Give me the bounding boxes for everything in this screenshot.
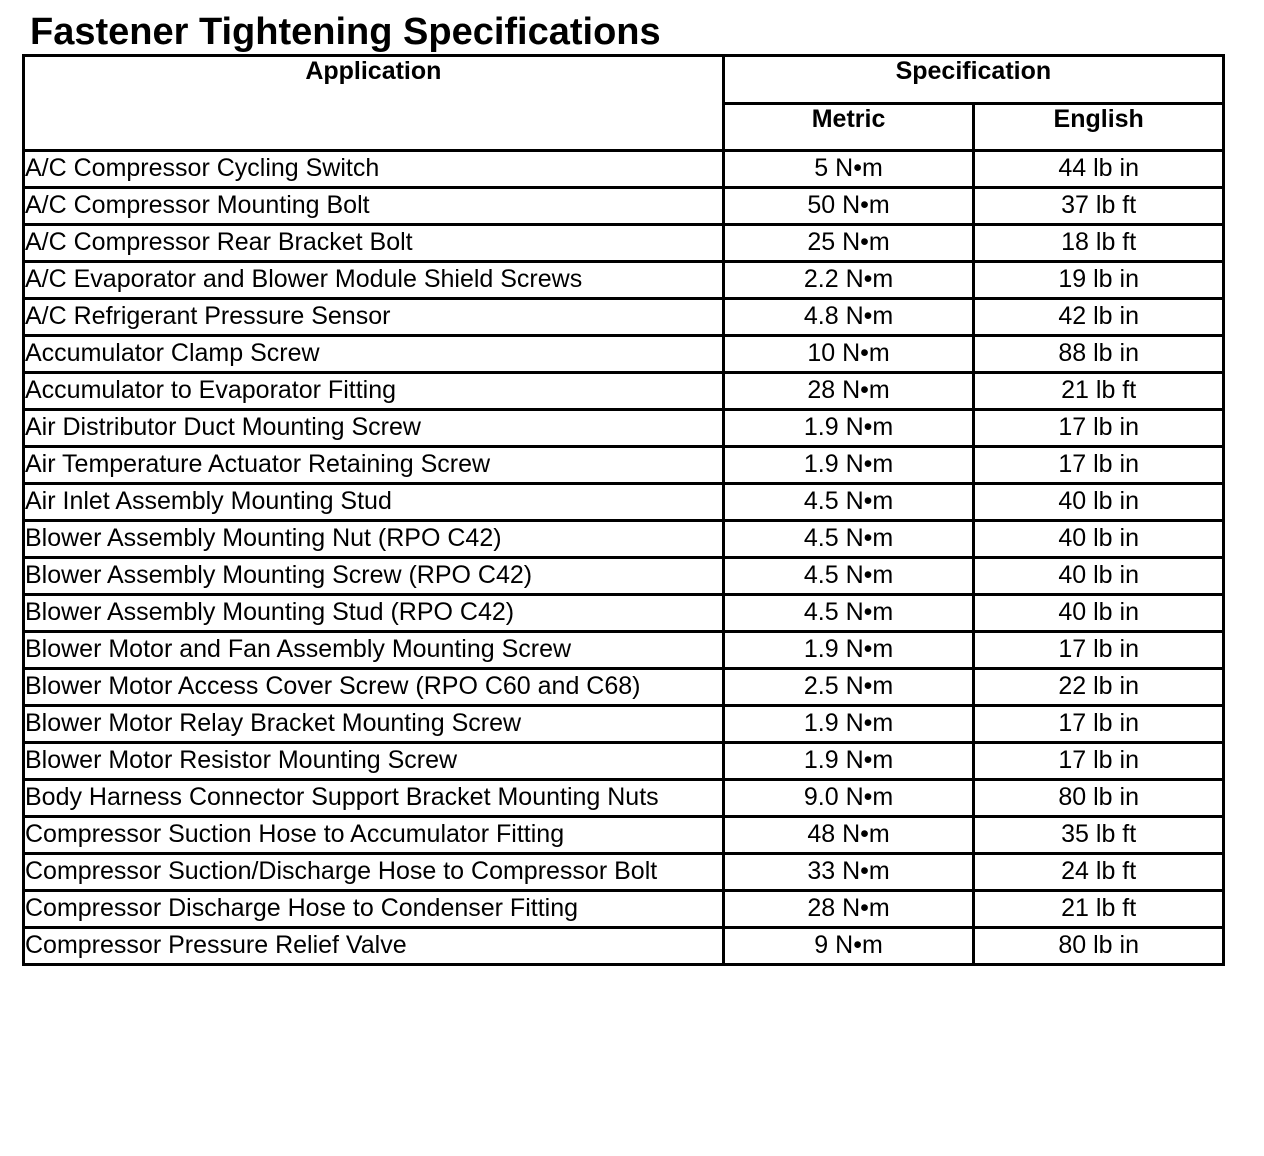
english-column-header: English (974, 103, 1224, 151)
application-cell: A/C Compressor Mounting Bolt (24, 188, 724, 225)
table-row (24, 373, 1224, 410)
metric-column-header: Metric (723, 103, 974, 151)
metric-cell: 2.5 N•m (723, 669, 974, 706)
english-cell: 42 lb in (974, 299, 1224, 336)
application-cell: Accumulator Clamp Screw (24, 336, 724, 373)
english-cell: 17 lb in (974, 632, 1224, 669)
table-row (24, 521, 1224, 558)
application-cell: Compressor Suction Hose to Accumulator Fitting (24, 817, 724, 854)
table-row (24, 188, 1224, 225)
application-cell: A/C Compressor Cycling Switch (24, 151, 724, 188)
application-cell: A/C Evaporator and Blower Module Shield Screws (24, 262, 724, 299)
table-row (24, 632, 1224, 669)
metric-cell: 4.5 N•m (723, 558, 974, 595)
application-cell: Blower Motor and Fan Assembly Mounting Screw (24, 632, 724, 669)
metric-cell: 50 N•m (723, 188, 974, 225)
table-row (24, 780, 1224, 817)
english-cell: 88 lb in (974, 336, 1224, 373)
page-title: Fastener Tightening Specifications (30, 11, 661, 53)
metric-cell: 9.0 N•m (723, 780, 974, 817)
application-cell: Air Inlet Assembly Mounting Stud (24, 484, 724, 521)
english-cell: 22 lb in (974, 669, 1224, 706)
table-row (24, 558, 1224, 595)
english-cell: 24 lb ft (974, 854, 1224, 891)
metric-cell: 10 N•m (723, 336, 974, 373)
table-row (24, 891, 1224, 928)
table-row (24, 854, 1224, 891)
english-cell: 21 lb ft (974, 891, 1224, 928)
metric-cell: 48 N•m (723, 817, 974, 854)
english-cell: 35 lb ft (974, 817, 1224, 854)
application-cell: Blower Assembly Mounting Nut (RPO C42) (24, 521, 724, 558)
application-cell: Air Temperature Actuator Retaining Screw (24, 447, 724, 484)
specification-column-header: Specification (723, 56, 1223, 104)
table-row (24, 706, 1224, 743)
metric-cell: 28 N•m (723, 373, 974, 410)
application-cell: Blower Assembly Mounting Stud (RPO C42) (24, 595, 724, 632)
english-cell: 21 lb ft (974, 373, 1224, 410)
application-cell: Blower Motor Access Cover Screw (RPO C60 and C68) (24, 669, 724, 706)
table-row (24, 484, 1224, 521)
metric-cell: 4.8 N•m (723, 299, 974, 336)
application-cell: Compressor Discharge Hose to Condenser Fitting (24, 891, 724, 928)
english-cell: 17 lb in (974, 447, 1224, 484)
metric-cell: 4.5 N•m (723, 595, 974, 632)
application-cell: A/C Compressor Rear Bracket Bolt (24, 225, 724, 262)
table-row (24, 151, 1224, 188)
table-row (24, 410, 1224, 447)
english-cell: 80 lb in (974, 780, 1224, 817)
english-cell: 17 lb in (974, 410, 1224, 447)
metric-cell: 1.9 N•m (723, 706, 974, 743)
english-cell: 19 lb in (974, 262, 1224, 299)
application-cell: Accumulator to Evaporator Fitting (24, 373, 724, 410)
english-cell: 17 lb in (974, 706, 1224, 743)
english-cell: 37 lb ft (974, 188, 1224, 225)
english-cell: 80 lb in (974, 928, 1224, 965)
metric-cell: 4.5 N•m (723, 521, 974, 558)
table-row (24, 225, 1224, 262)
application-column-header: Application (24, 56, 724, 151)
table-row (24, 262, 1224, 299)
table-row (24, 447, 1224, 484)
english-cell: 40 lb in (974, 521, 1224, 558)
metric-cell: 1.9 N•m (723, 410, 974, 447)
english-cell: 40 lb in (974, 484, 1224, 521)
metric-cell: 1.9 N•m (723, 632, 974, 669)
application-cell: Compressor Pressure Relief Valve (24, 928, 724, 965)
torque-spec-table (22, 54, 1225, 966)
application-cell: A/C Refrigerant Pressure Sensor (24, 299, 724, 336)
table-row (24, 743, 1224, 780)
table-row (24, 299, 1224, 336)
table-row (24, 336, 1224, 373)
metric-cell: 1.9 N•m (723, 743, 974, 780)
application-cell: Body Harness Connector Support Bracket Mounting Nuts (24, 780, 724, 817)
table-row (24, 928, 1224, 965)
english-cell: 18 lb ft (974, 225, 1224, 262)
english-cell: 44 lb in (974, 151, 1224, 188)
application-cell: Air Distributor Duct Mounting Screw (24, 410, 724, 447)
english-cell: 40 lb in (974, 558, 1224, 595)
table-row (24, 817, 1224, 854)
metric-cell: 5 N•m (723, 151, 974, 188)
application-cell: Blower Motor Resistor Mounting Screw (24, 743, 724, 780)
application-cell: Blower Assembly Mounting Screw (RPO C42) (24, 558, 724, 595)
english-cell: 40 lb in (974, 595, 1224, 632)
english-cell: 17 lb in (974, 743, 1224, 780)
application-cell: Blower Motor Relay Bracket Mounting Screw (24, 706, 724, 743)
table-body (24, 151, 1224, 965)
application-cell: Compressor Suction/Discharge Hose to Compressor Bolt (24, 854, 724, 891)
metric-cell: 9 N•m (723, 928, 974, 965)
table-header (24, 56, 1224, 151)
metric-cell: 4.5 N•m (723, 484, 974, 521)
metric-cell: 2.2 N•m (723, 262, 974, 299)
metric-cell: 33 N•m (723, 854, 974, 891)
metric-cell: 1.9 N•m (723, 447, 974, 484)
metric-cell: 28 N•m (723, 891, 974, 928)
table-row (24, 669, 1224, 706)
table-row (24, 595, 1224, 632)
metric-cell: 25 N•m (723, 225, 974, 262)
